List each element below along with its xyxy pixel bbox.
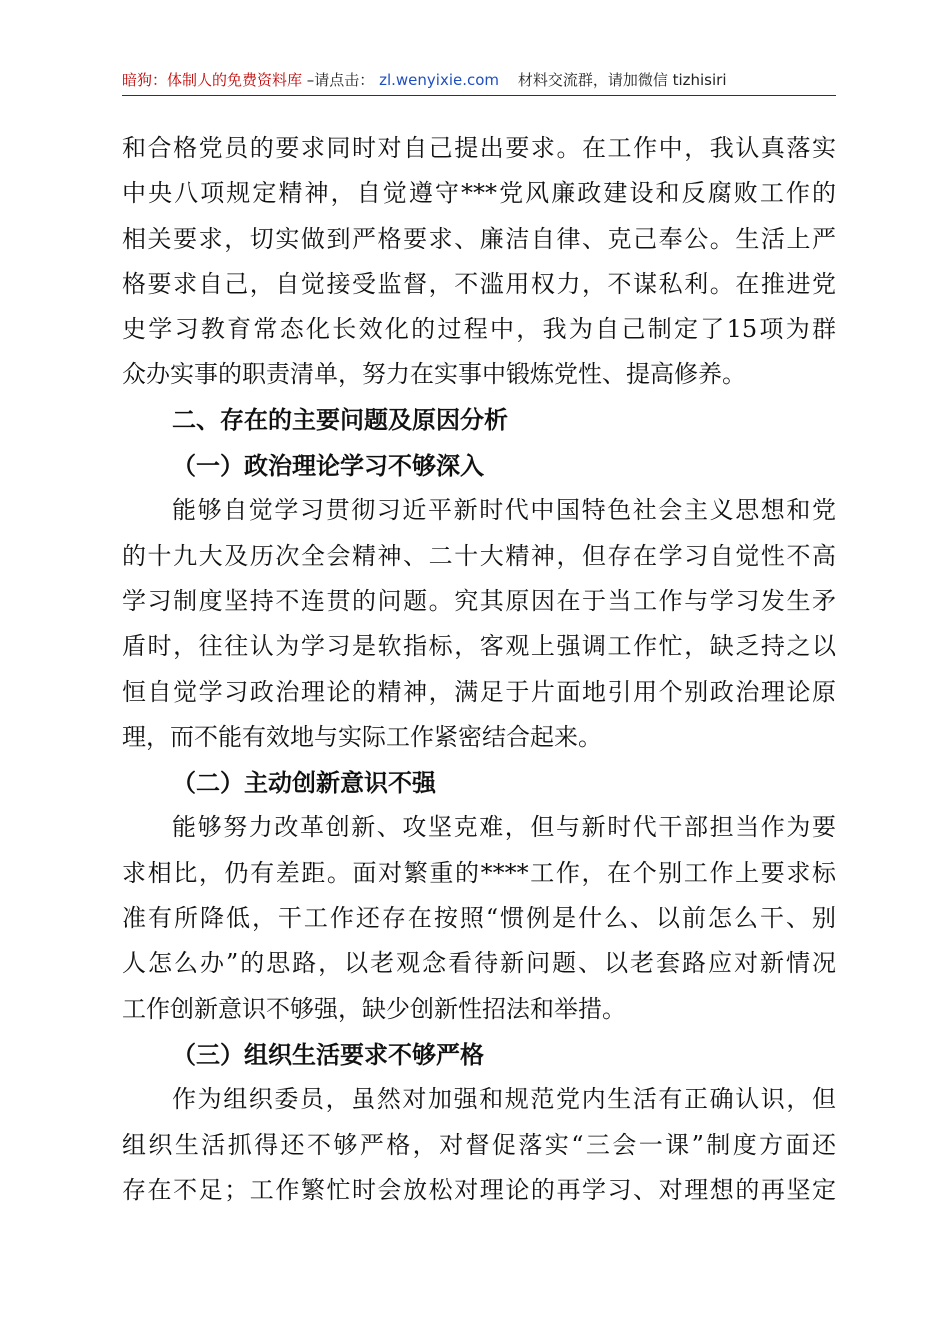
paragraph-line: 众办实事的职责清单，努力在实事中锻炼党性、提高修养。 [122, 360, 746, 389]
paragraph-line: 组织生活抓得还不够严格，对督促落实“三会一课”制度方面还 [122, 1130, 836, 1159]
page-header [122, 70, 836, 90]
paragraph-line: 中央八项规定精神，自觉遵守***党风廉政建设和反腐败工作的 [122, 179, 836, 208]
paragraph-line: 工作创新意识不够强，缺少创新性招法和举措。 [122, 994, 626, 1023]
paragraph-line: 盾时，往往认为学习是软指标，客观上强调工作忙，缺乏持之以 [122, 632, 836, 661]
paragraph-line: 相关要求，切实做到严格要求、廉洁自律、克己奉公。生活上严 [122, 224, 836, 253]
document-body [122, 126, 836, 1213]
header-url-link[interactable]: zl.wenyixie.com [379, 71, 500, 89]
header-contact: 材料交流群，请加微信 tizhisiri [517, 71, 727, 89]
section-heading: 二、存在的主要问题及原因分析 [172, 405, 508, 434]
subsection-heading-3: （三）组织生活要求不够严格 [172, 1039, 484, 1069]
header-brand: 暗狗：体制人的免费资料库 [122, 71, 303, 89]
paragraph-line: 作为组织委员，虽然对加强和规范党内生活有正确认识，但 [172, 1085, 836, 1114]
paragraph-line: 和合格党员的要求同时对自己提出要求。在工作中，我认真落实 [122, 134, 836, 162]
paragraph-line: 学习制度坚持不连贯的问题。究其原因在于当工作与学习发生矛 [122, 586, 836, 615]
paragraph-line: 的十九大及历次全会精神、二十大精神，但存在学习自觉性不高 [122, 541, 836, 570]
paragraph-line: 史学习教育常态化长效化的过程中，我为自己制定了15项为群 [122, 315, 836, 344]
paragraph-line: 能够努力改革创新、攻坚克难，但与新时代干部担当作为要 [172, 813, 836, 842]
paragraph-line: 格要求自己，自觉接受监督，不滥用权力，不谋私利。在推进党 [122, 269, 836, 298]
header-click-prompt: –请点击： [306, 71, 375, 89]
header-divider [122, 95, 836, 96]
paragraph-line: 存在不足；工作繁忙时会放松对理论的再学习、对理想的再坚定 [122, 1175, 836, 1204]
subsection-heading-1: （一）政治理论学习不够深入 [172, 451, 484, 481]
subsection-heading-2: （二）主动创新意识不强 [172, 768, 436, 798]
paragraph-line: 能够自觉学习贯彻习近平新时代中国特色社会主义思想和党 [172, 496, 836, 525]
paragraph-line: 理，而不能有效地与实际工作紧密结合起来。 [122, 722, 602, 751]
paragraph-line: 准有所降低，干工作还存在按照“惯例是什么、以前怎么干、别 [122, 904, 836, 933]
paragraph-line: 恒自觉学习政治理论的精神，满足于片面地引用个别政治理论原 [122, 677, 836, 706]
paragraph-line: 人怎么办”的思路，以老观念看待新问题、以老套路应对新情况 [122, 949, 836, 978]
paragraph-line: 求相比，仍有差距。面对繁重的****工作，在个别工作上要求标 [122, 858, 836, 887]
